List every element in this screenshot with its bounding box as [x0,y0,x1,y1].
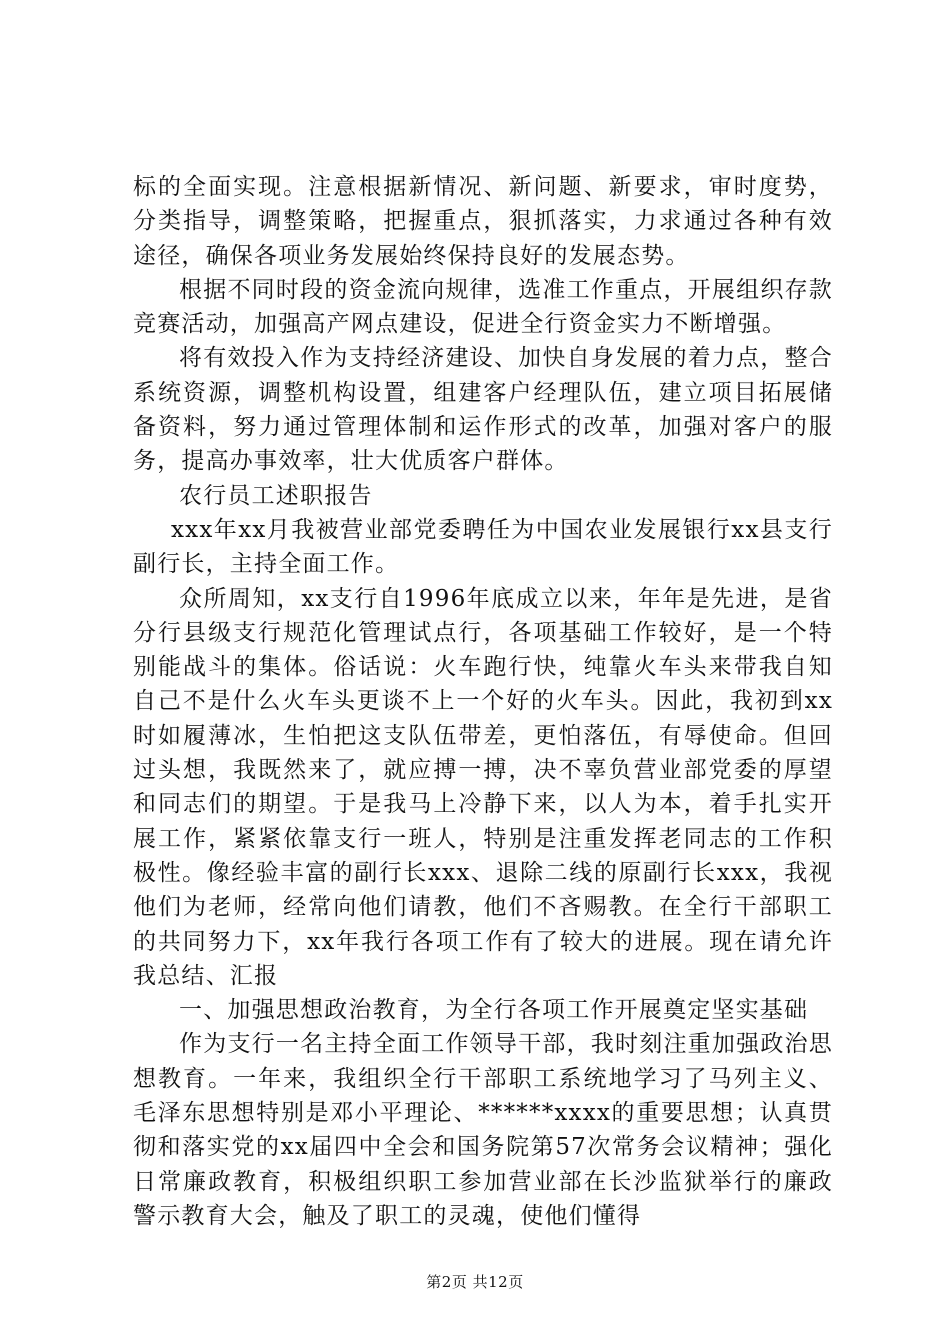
page-indicator: 第2页 共12页 [426,1273,524,1291]
paragraph-investment-strategy: 将有效投入作为支持经济建设、加快自身发展的着力点，整合系统资源，调整机构设置，组建客户经理队伍，建立项目拓展储备资料，努力通过管理体制和运作形式的改革，加强对客户的服务，提高办事效率，壮大优质客户群体。 [133,345,833,475]
paragraph-continuation: 标的全面实现。注意根据新情况、新问题、新要求，审时度势，分类指导，调整策略，把握重点，狠抓落实，力求通过各种有效途径，确保各项业务发展始终保持良好的发展态势。 [133,174,833,269]
document-body [133,170,833,1233]
document-subtitle: 农行员工述职报告 [179,482,373,509]
paragraph-appointment: xxx年xx月我被营业部党委聘任为中国农业发展银行xx县支行副行长，主持全面工作。 [133,516,833,578]
paragraph-background: 众所周知，xx支行自1996年底成立以来，年年是先进，是省分行县级支行规范化管理试点行，各项基础工作较好，是一个特别能战斗的集体。俗话说：火车跑行快，纯靠火车头来带我自知自己不是什么火车头更谈不上一个好的火车头。因此，我初到xx时如履薄冰，生怕把这支队伍带差，更怕落伍，有辱使命。但回过头想，我既然来了，就应搏一搏，决不辜负营业部党委的厚望和同志们的期望。于是我马上冷静下来，以人为本，着手扎实开展工作，紧紧依靠支行一班人，特别是注重发挥老同志的工作积极性。像经验丰富的副行长xxx、退除二线的原副行长xxx，我视他们为老师，经常向他们请教，他们不吝赐教。在全行干部职工的共同努力下，xx年我行各项工作有了较大的进展。现在请允许我总结、汇报 [133,585,833,989]
paragraph-deposit-strategy: 根据不同时段的资金流向规律，选准工作重点，开展组织存款竞赛活动，加强高产网点建设，促进全行资金实力不断增强。 [133,276,833,338]
section-heading-1: 一、加强思想政治教育，为全行各项工作开展奠定坚实基础 [179,997,809,1024]
paragraph-political-education: 作为支行一名主持全面工作领导干部，我时刻注重加强政治思想教育。一年来，我组织全行干部职工系统地学习了马列主义、毛泽东思想特别是邓小平理论、******xxxx的重要思想；认真贯彻和落实党的xx届四中全会和国务院第57次常务会议精神；强化日常廉政教育，积极组织职工参加营业部在长沙监狱举行的廉政警示教育大会，触及了职工的灵魂，使他们懂得 [133,1031,833,1229]
page-footer [0,1271,950,1292]
